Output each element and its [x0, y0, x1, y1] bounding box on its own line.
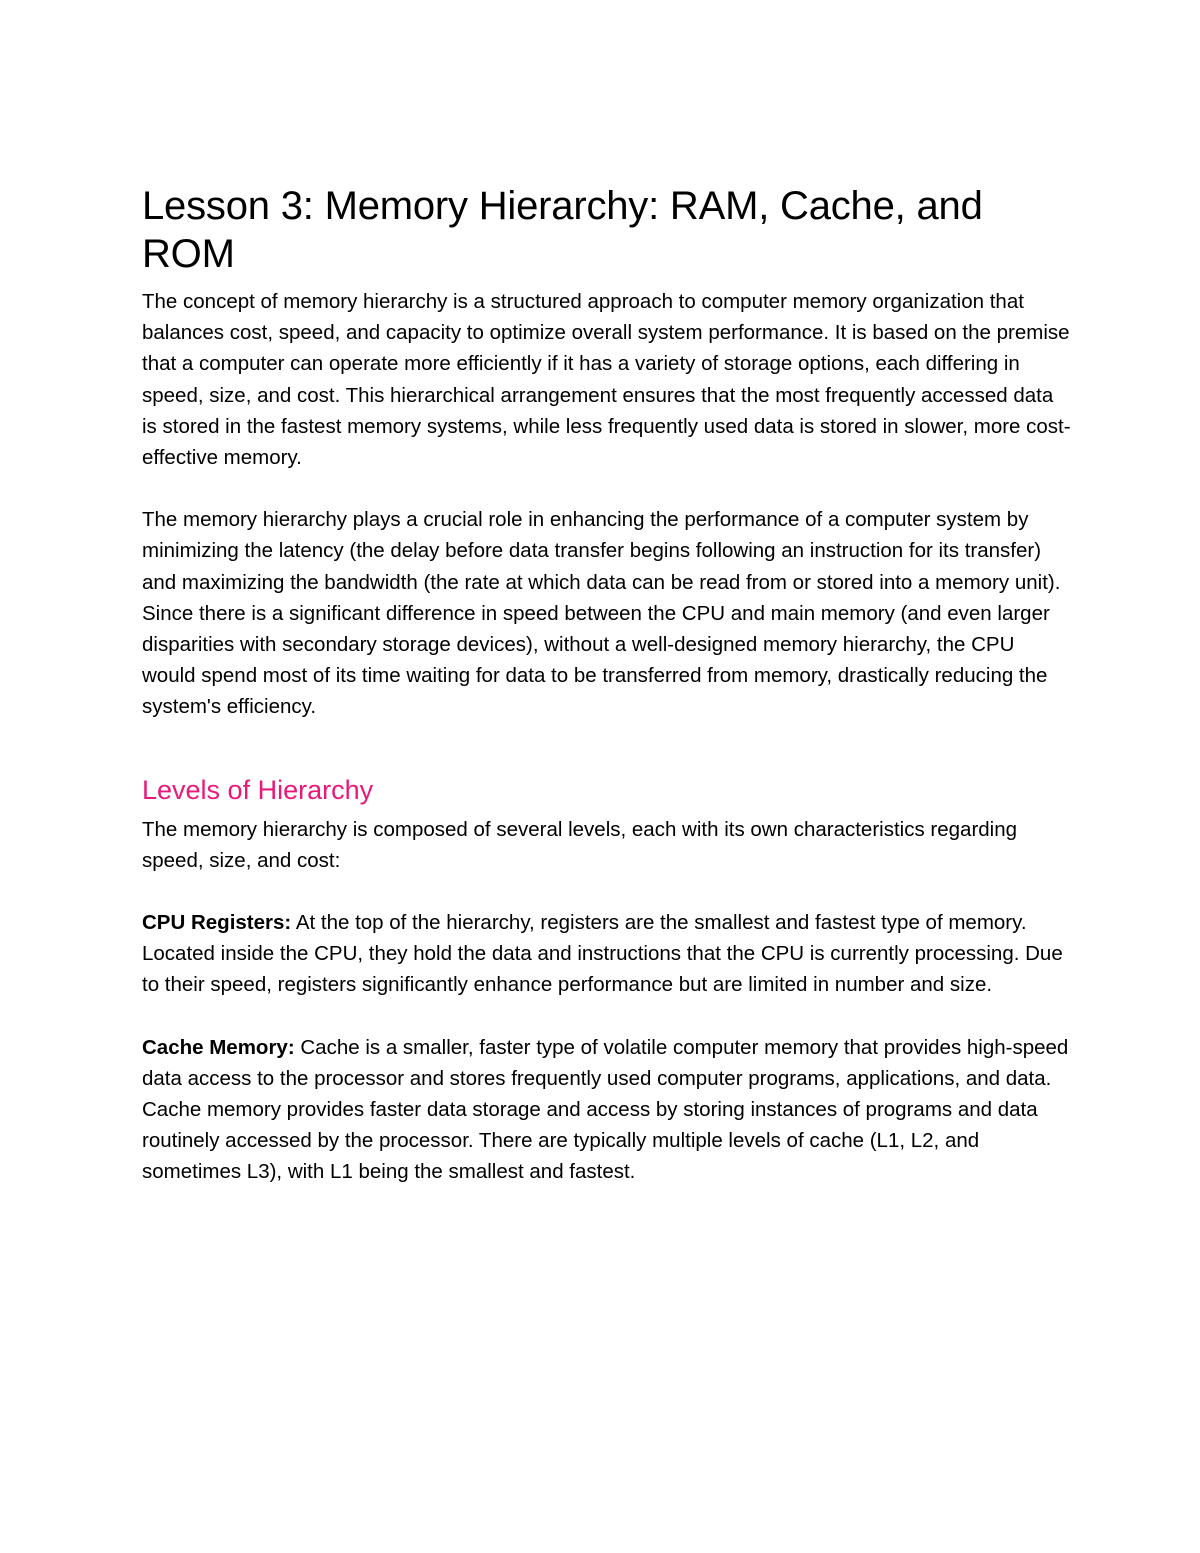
section-heading-levels: Levels of Hierarchy — [142, 774, 374, 805]
level-cache-memory — [142, 1032, 1072, 1188]
level-description: At the top of the hierarchy, registers are the smallest and fastest type of memory. Located inside the CPU, they hold the data and instructions that the CPU is currently processing. Due to their speed, registers significantly enhance performance but are limited in number and size. — [142, 911, 1063, 997]
intro-paragraph-2: The memory hierarchy plays a crucial role in enhancing the performance of a computer system by minimizing the latency (the delay before data transfer begins following an instruction for its transfer) and maximizing the bandwidth (the rate at which data can be read from or stored into a memory unit). Since there is a significant difference in speed between the CPU and main memory (and even larger disparities with secondary storage devices), without a well-designed memory hierarchy, the CPU would spend most of its time waiting for data to be transferred from memory, drastically reducing the system's efficiency. — [142, 508, 1061, 719]
level-description: Cache is a smaller, faster type of volatile computer memory that provides high-speed data access to the processor and stores frequently used computer programs, applications, and data. Cache memory provides faster data storage and access by storing instances of programs and data routinely accessed by the processor. There are typically multiple levels of cache (L1, L2, and sometimes L3), with L1 being the smallest and fastest. — [142, 1035, 1069, 1184]
level-term: CPU Registers: — [142, 911, 292, 935]
section-intro-paragraph: The memory hierarchy is composed of several levels, each with its own characteristics regarding speed, size, and cost: — [142, 817, 1018, 872]
level-term: Cache Memory: — [142, 1035, 295, 1059]
intro-paragraph-1: The concept of memory hierarchy is a structured approach to computer memory organization that balances cost, speed, and capacity to optimize overall system performance. It is based on the premise that a computer can operate more efficiently if it has a variety of storage options, each differing in speed, size, and cost. This hierarchical arrangement ensures that the most frequently accessed data is stored in the fastest memory systems, while less frequently used data is stored in slower, more cost-effective memory. — [142, 290, 1071, 470]
paragraph-spacer — [142, 473, 1072, 504]
document-title: Lesson 3: Memory Hierarchy: RAM, Cache, and ROM — [142, 184, 983, 276]
document-page — [142, 182, 1072, 1188]
paragraph-spacer — [142, 1001, 1072, 1032]
paragraph-spacer — [142, 876, 1072, 907]
level-cpu-registers — [142, 907, 1072, 1001]
